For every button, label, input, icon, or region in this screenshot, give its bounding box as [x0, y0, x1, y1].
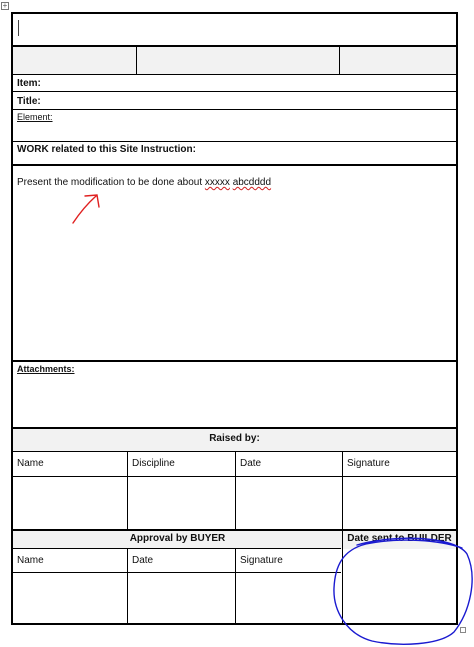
raised-by-heading: Raised by:	[209, 433, 260, 444]
item-label: Item:	[17, 78, 41, 89]
title-label: Title:	[17, 96, 41, 107]
work-text-misspelled-2: abcdddd	[232, 177, 272, 188]
raised-by-col-discipline: Discipline	[132, 458, 175, 469]
raised-by-col-name: Name	[17, 458, 44, 469]
site-instruction-form	[11, 12, 458, 625]
work-description[interactable]	[17, 177, 271, 189]
raised-by-col-date: Date	[240, 458, 262, 469]
approval-heading: Approval by BUYER	[129, 533, 226, 544]
attachments-label: Attachments:	[17, 364, 75, 374]
work-heading: WORK related to this Site Instruction:	[17, 144, 196, 155]
header-cells-shade	[13, 47, 456, 74]
approval-col-date: Date	[132, 555, 154, 566]
text-cursor	[18, 20, 19, 36]
resize-handle-icon[interactable]	[460, 627, 466, 633]
raised-by-col-signature: Signature	[347, 458, 390, 469]
work-text-misspelled-1: xxxxx	[204, 177, 230, 188]
work-text-plain: Present the modification to be done about	[17, 177, 205, 188]
date-sent-heading: Date sent to BUILDER	[347, 533, 452, 544]
move-handle-icon[interactable]: +	[2, 1, 8, 10]
approval-col-name: Name	[17, 555, 44, 566]
approval-col-signature: Signature	[240, 555, 283, 566]
element-label: Element:	[17, 112, 53, 122]
